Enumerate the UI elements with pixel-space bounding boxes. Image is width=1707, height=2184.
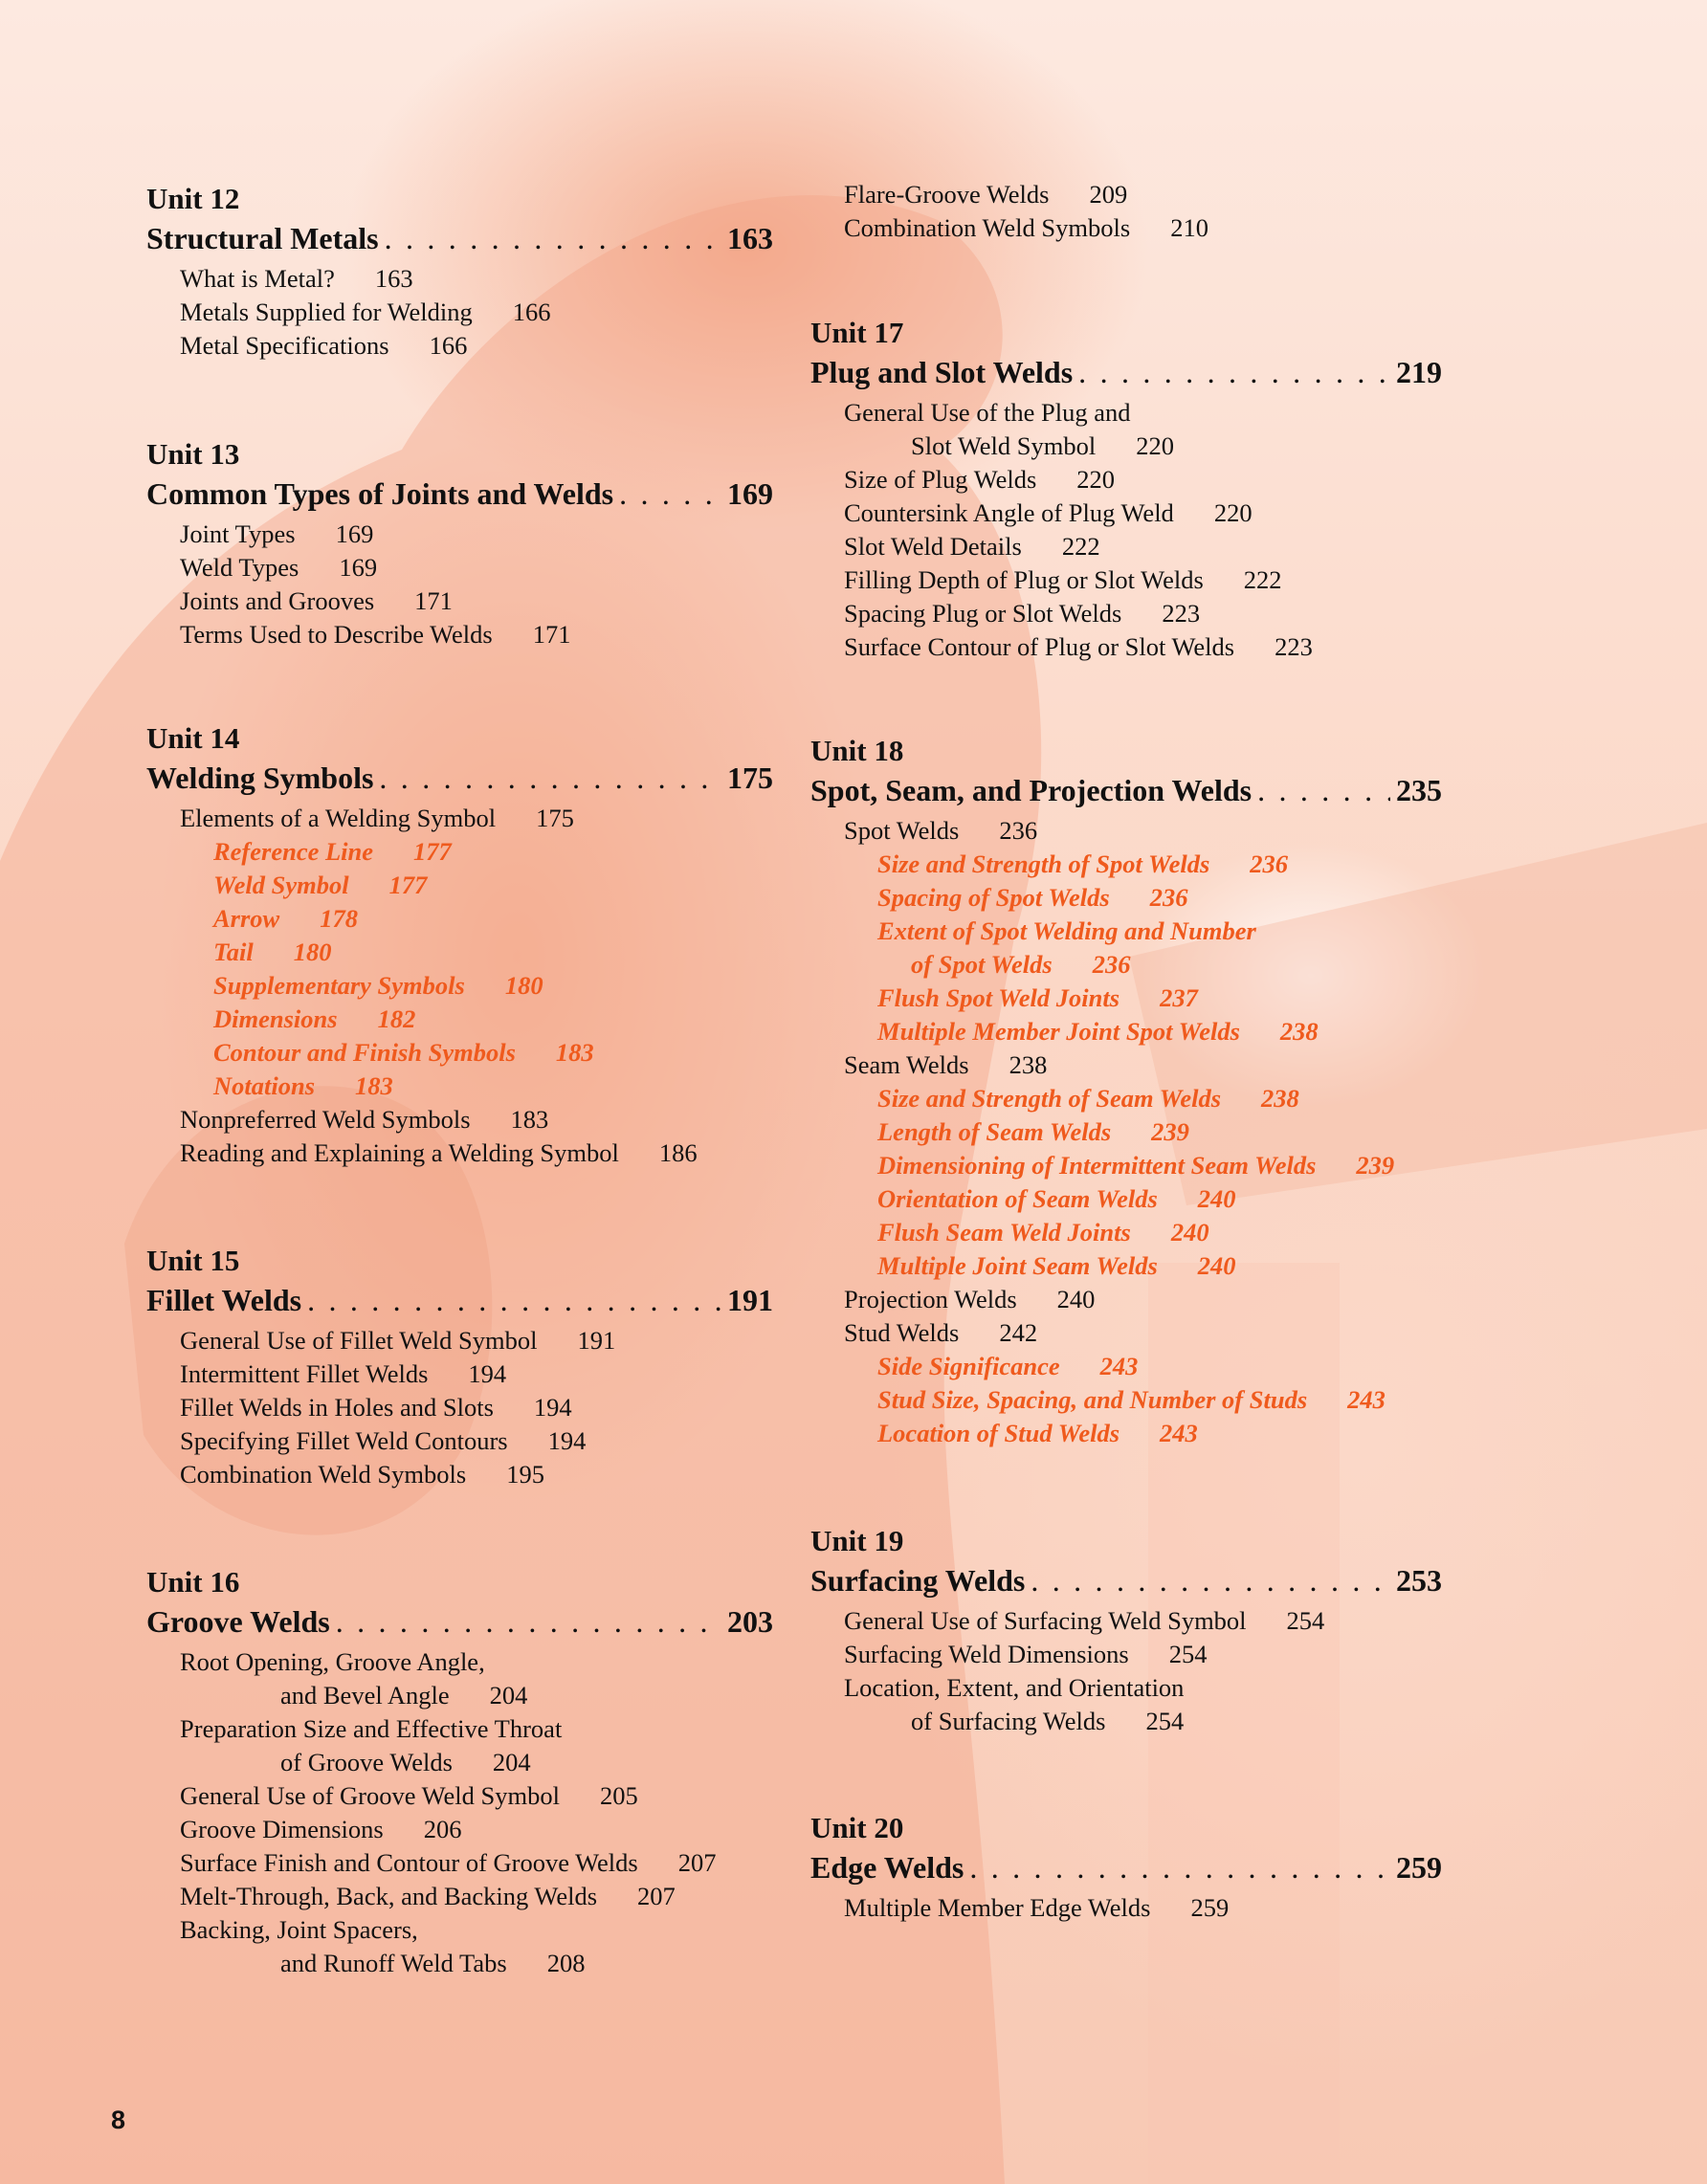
unit-section (146, 1563, 773, 1980)
toc-entry (810, 948, 1442, 982)
entry-page: 166 (512, 298, 551, 326)
entry-text: Arrow (213, 904, 280, 933)
entry-page: 194 (547, 1426, 587, 1455)
entry-text: of Surfacing Welds (911, 1707, 1106, 1735)
unit-label: Unit 20 (810, 1811, 904, 1844)
toc-entry (810, 1638, 1442, 1671)
entry-text: Orientation of Seam Welds (877, 1184, 1158, 1213)
entry-page: 222 (1061, 532, 1100, 561)
entry-text: Flush Seam Weld Joints (877, 1218, 1131, 1246)
entry-page: 240 (1056, 1285, 1096, 1313)
toc-entry (146, 835, 773, 869)
toc-entry (810, 1350, 1442, 1383)
unit-label: Unit 15 (146, 1244, 240, 1277)
unit-title-text: Groove Welds (146, 1604, 330, 1639)
entry-page: 220 (1076, 465, 1116, 494)
entry-text: Joints and Grooves (180, 586, 375, 615)
toc-entry (146, 1103, 773, 1136)
entry-list (810, 396, 1442, 664)
toc-entry (146, 1947, 773, 1980)
entry-text: General Use of Groove Weld Symbol (180, 1781, 560, 1810)
entry-page: 239 (1151, 1117, 1189, 1146)
dot-leader (301, 1280, 721, 1320)
unit-section (146, 435, 773, 651)
entry-page: 240 (1170, 1218, 1209, 1246)
entry-page: 240 (1197, 1251, 1236, 1280)
toc-entry (146, 1458, 773, 1491)
dot-leader (1025, 1560, 1390, 1600)
unit-label: Unit 14 (146, 721, 240, 755)
continued-entries (810, 178, 1442, 245)
entry-text: Slot Weld Symbol (911, 431, 1097, 460)
entry-text: Location of Stud Welds (877, 1419, 1120, 1447)
unit-title-text: Fillet Welds (146, 1283, 302, 1317)
unit-section (146, 1242, 773, 1491)
entry-page: 183 (355, 1071, 393, 1100)
entry-page: 171 (414, 586, 453, 615)
dot-leader (613, 474, 721, 514)
unit-page: 259 (1396, 1850, 1442, 1885)
entry-page: 180 (504, 971, 543, 1000)
entry-page: 220 (1213, 498, 1253, 527)
toc-entry (810, 496, 1442, 530)
entry-page: 194 (468, 1359, 507, 1388)
entry-text: Metal Specifications (180, 331, 389, 360)
unit-title-text: Plug and Slot Welds (810, 355, 1074, 389)
toc-entry (146, 1003, 773, 1036)
entry-text: Dimensioning of Intermittent Seam Welds (877, 1151, 1317, 1180)
entry-text: Melt-Through, Back, and Backing Welds (180, 1882, 598, 1910)
entry-text: Weld Types (180, 553, 299, 582)
unit-section (810, 1809, 1442, 1925)
toc-entry (810, 1383, 1442, 1417)
entry-text: Specifying Fillet Weld Contours (180, 1426, 508, 1455)
entry-text: of Groove Welds (280, 1748, 453, 1776)
toc-entry (146, 1036, 773, 1070)
unit-title (146, 1601, 773, 1642)
entry-page: 254 (1286, 1606, 1325, 1635)
entry-list (146, 1645, 773, 1980)
entry-text: Contour and Finish Symbols (213, 1038, 516, 1067)
entry-text: Terms Used to Describe Welds (180, 620, 493, 649)
toc-entry (810, 211, 1442, 245)
entry-page: 204 (489, 1681, 528, 1710)
entry-page: 169 (339, 553, 378, 582)
toc-entry (146, 1712, 773, 1746)
entry-text: Reading and Explaining a Welding Symbol (180, 1138, 619, 1167)
entry-page: 177 (388, 871, 428, 899)
toc-entry (810, 1671, 1442, 1705)
entry-text: Surface Contour of Plug or Slot Welds (844, 632, 1235, 661)
entry-text: Nonpreferred Weld Symbols (180, 1105, 471, 1134)
toc-entry (146, 551, 773, 585)
entry-text: Dimensions (213, 1004, 338, 1033)
entry-text: Reference Line (213, 837, 374, 866)
entry-page: 210 (1170, 213, 1208, 242)
toc-entry (146, 1645, 773, 1679)
entry-page: 236 (1149, 883, 1188, 912)
entry-page: 237 (1160, 983, 1198, 1012)
entry-page: 178 (320, 904, 358, 933)
entry-page: 205 (600, 1781, 638, 1810)
entry-page: 236 (1250, 849, 1289, 878)
unit-title-text: Surfacing Welds (810, 1563, 1026, 1598)
entry-text: Intermittent Fillet Welds (180, 1359, 429, 1388)
toc-entry (810, 530, 1442, 563)
entry-page: 163 (374, 264, 413, 293)
entry-page: 238 (1279, 1017, 1319, 1046)
dot-leader (1073, 352, 1390, 392)
entry-page: 223 (1162, 599, 1201, 628)
entry-list (810, 1891, 1442, 1925)
toc-entry (810, 463, 1442, 496)
toc-entry (810, 1216, 1442, 1249)
entry-text: Fillet Welds in Holes and Slots (180, 1393, 494, 1422)
toc-entry (146, 1136, 773, 1170)
entry-text: Backing, Joint Spacers, (180, 1915, 418, 1944)
entry-page: 177 (413, 837, 452, 866)
unit-page: 203 (727, 1604, 773, 1639)
entry-page: 236 (999, 816, 1038, 845)
toc-entry (810, 1891, 1442, 1925)
unit-label: Unit 19 (810, 1524, 904, 1557)
entry-text: Multiple Member Joint Spot Welds (877, 1017, 1240, 1046)
dot-leader (330, 1601, 721, 1642)
entry-page: 209 (1089, 180, 1128, 209)
toc-entry (146, 969, 773, 1003)
unit-title-text: Spot, Seam, and Projection Welds (810, 773, 1253, 807)
toc-entry (810, 178, 1442, 211)
entry-text: of Spot Welds (911, 950, 1053, 979)
toc-entry (810, 1082, 1442, 1115)
unit-title (810, 1560, 1442, 1600)
entry-text: Spacing Plug or Slot Welds (844, 599, 1122, 628)
entry-page: 242 (999, 1318, 1038, 1347)
toc-entry (810, 430, 1442, 463)
unit-title (146, 758, 773, 798)
entry-page: 259 (1190, 1893, 1230, 1922)
toc-entry (810, 1048, 1442, 1082)
entry-text: and Runoff Weld Tabs (280, 1949, 507, 1977)
entry-page: 191 (577, 1326, 616, 1355)
toc-entry (146, 1746, 773, 1779)
entry-text: Extent of Spot Welding and Number (877, 916, 1256, 945)
entry-text: Combination Weld Symbols (180, 1460, 467, 1489)
toc-entry (810, 881, 1442, 915)
unit-title-text: Edge Welds (810, 1850, 964, 1885)
entry-text: Surfacing Weld Dimensions (844, 1640, 1129, 1668)
entry-text: Groove Dimensions (180, 1815, 384, 1843)
entry-page: 183 (555, 1038, 594, 1067)
toc-entry (810, 597, 1442, 630)
unit-title-text: Common Types of Joints and Welds (146, 476, 614, 511)
toc-entry (146, 1070, 773, 1103)
unit-title-text: Structural Metals (146, 221, 379, 255)
entry-text: Side Significance (877, 1352, 1060, 1380)
entry-page: 238 (1261, 1084, 1299, 1113)
unit-title-text: Welding Symbols (146, 761, 374, 795)
entry-page: 175 (536, 804, 574, 832)
entry-text: Flare-Groove Welds (844, 180, 1050, 209)
toc-entry (146, 802, 773, 835)
entry-page: 222 (1243, 565, 1282, 594)
toc-entry (810, 1249, 1442, 1283)
toc-entry (810, 396, 1442, 430)
unit-section (810, 314, 1442, 664)
toc-entry (810, 814, 1442, 848)
unit-section (810, 1522, 1442, 1738)
entry-page: 243 (1099, 1352, 1139, 1380)
unit-title (146, 474, 773, 514)
toc-entry (146, 262, 773, 296)
entry-list (810, 814, 1442, 1450)
entry-page: 166 (429, 331, 468, 360)
entry-page: 195 (506, 1460, 544, 1489)
toc-entry (810, 563, 1442, 597)
toc-entry (146, 1357, 773, 1391)
entry-page: 239 (1356, 1151, 1395, 1180)
entry-list (146, 262, 773, 363)
entry-page: 180 (293, 938, 332, 966)
unit-section (146, 180, 773, 363)
entry-text: Slot Weld Details (844, 532, 1022, 561)
entry-list (810, 1604, 1442, 1738)
entry-text: Multiple Joint Seam Welds (877, 1251, 1158, 1280)
entry-list (810, 178, 1442, 245)
page-number: 8 (111, 2106, 126, 2134)
toc-entry (810, 848, 1442, 881)
entry-text: Seam Welds (844, 1050, 969, 1079)
entry-page: 204 (492, 1748, 531, 1776)
toc-entry (146, 1880, 773, 1913)
entry-text: Flush Spot Weld Joints (877, 983, 1120, 1012)
unit-title (146, 1280, 773, 1320)
toc-entry (146, 518, 773, 551)
toc-entry (146, 585, 773, 618)
unit-page: 175 (727, 761, 773, 795)
entry-text: Size and Strength of Seam Welds (877, 1084, 1222, 1113)
unit-section (810, 732, 1442, 1450)
entry-text: Stud Welds (844, 1318, 960, 1347)
toc-entry (810, 1283, 1442, 1316)
entry-page: 183 (510, 1105, 549, 1134)
entry-text: General Use of the Plug and (844, 398, 1131, 427)
entry-page: 238 (1009, 1050, 1048, 1079)
entry-list (146, 1324, 773, 1491)
entry-page: 206 (423, 1815, 462, 1843)
toc-entry (146, 1813, 773, 1846)
unit-title (810, 770, 1442, 810)
entry-text: General Use of Surfacing Weld Symbol (844, 1606, 1247, 1635)
entry-text: Location, Extent, and Orientation (844, 1673, 1185, 1702)
entry-page: 194 (533, 1393, 572, 1422)
entry-text: Supplementary Symbols (213, 971, 465, 1000)
unit-label: Unit 17 (810, 316, 904, 349)
toc-entry (146, 296, 773, 329)
entry-page: 207 (637, 1882, 676, 1910)
entry-list (146, 518, 773, 651)
toc-entry (146, 936, 773, 969)
entry-page: 186 (658, 1138, 698, 1167)
entry-text: Spacing of Spot Welds (877, 883, 1110, 912)
unit-title (146, 218, 773, 258)
entry-page: 254 (1145, 1707, 1185, 1735)
dot-leader (1252, 770, 1390, 810)
toc-entry (810, 1417, 1442, 1450)
entry-text: Weld Symbol (213, 871, 349, 899)
entry-text: Preparation Size and Effective Throat (180, 1714, 563, 1743)
dot-leader (373, 758, 721, 798)
entry-text: Surface Finish and Contour of Groove Welds (180, 1848, 638, 1877)
toc-entry (146, 618, 773, 651)
toc-entry (146, 1913, 773, 1947)
toc-entry (810, 630, 1442, 664)
entry-text: Spot Welds (844, 816, 960, 845)
entry-text: Metals Supplied for Welding (180, 298, 473, 326)
entry-text: Notations (213, 1071, 316, 1100)
unit-page: 235 (1396, 773, 1442, 807)
entry-page: 171 (532, 620, 571, 649)
entry-text: Root Opening, Groove Angle, (180, 1647, 485, 1676)
entry-list (146, 802, 773, 1170)
unit-label: Unit 12 (146, 182, 240, 215)
toc-entry (810, 1149, 1442, 1182)
entry-page: 236 (1092, 950, 1131, 979)
entry-text: Joint Types (180, 519, 296, 548)
entry-text: and Bevel Angle (280, 1681, 450, 1710)
entry-text: Elements of a Welding Symbol (180, 804, 497, 832)
entry-text: Tail (213, 938, 254, 966)
toc-entry (810, 1015, 1442, 1048)
entry-page: 207 (677, 1848, 717, 1877)
toc-entry (146, 1424, 773, 1458)
unit-page: 191 (727, 1283, 773, 1317)
unit-page: 169 (727, 476, 773, 511)
toc-entry (146, 1779, 773, 1813)
toc-entry (146, 1846, 773, 1880)
unit-label: Unit 16 (146, 1565, 240, 1599)
entry-text: Filling Depth of Plug or Slot Welds (844, 565, 1204, 594)
toc-entry (810, 982, 1442, 1015)
toc-entry (810, 1115, 1442, 1149)
entry-page: 208 (546, 1949, 586, 1977)
dot-leader (379, 218, 721, 258)
unit-page: 219 (1396, 355, 1442, 389)
toc-entry (810, 1316, 1442, 1350)
unit-title (810, 1847, 1442, 1887)
entry-text: What is Metal? (180, 264, 335, 293)
toc-entry (146, 902, 773, 936)
toc-entry (146, 1391, 773, 1424)
unit-section (146, 719, 773, 1170)
entry-text: Multiple Member Edge Welds (844, 1893, 1151, 1922)
entry-page: 243 (1347, 1385, 1386, 1414)
entry-text: Countersink Angle of Plug Weld (844, 498, 1174, 527)
entry-page: 243 (1160, 1419, 1198, 1447)
toc-entry (146, 1679, 773, 1712)
entry-text: Stud Size, Spacing, and Number of Studs (877, 1385, 1308, 1414)
entry-text: Size of Plug Welds (844, 465, 1037, 494)
entry-page: 182 (377, 1004, 416, 1033)
toc-entry (146, 329, 773, 363)
entry-text: Projection Welds (844, 1285, 1017, 1313)
toc-entry (810, 1604, 1442, 1638)
entry-page: 223 (1275, 632, 1313, 661)
entry-page: 254 (1168, 1640, 1208, 1668)
toc-entry (810, 915, 1442, 948)
entry-page: 240 (1197, 1184, 1236, 1213)
toc-entry (146, 869, 773, 902)
entry-page: 220 (1136, 431, 1174, 460)
entry-text: Size and Strength of Spot Welds (877, 849, 1210, 878)
entry-text: Combination Weld Symbols (844, 213, 1131, 242)
entry-page: 169 (335, 519, 374, 548)
entry-text: Length of Seam Welds (877, 1117, 1112, 1146)
unit-page: 163 (727, 221, 773, 255)
dot-leader (964, 1847, 1390, 1887)
unit-page: 253 (1396, 1563, 1442, 1598)
toc-entry (810, 1705, 1442, 1738)
unit-title (810, 352, 1442, 392)
entry-text: General Use of Fillet Weld Symbol (180, 1326, 538, 1355)
toc-entry (146, 1324, 773, 1357)
toc-entry (810, 1182, 1442, 1216)
unit-label: Unit 13 (146, 437, 240, 471)
unit-label: Unit 18 (810, 734, 904, 767)
